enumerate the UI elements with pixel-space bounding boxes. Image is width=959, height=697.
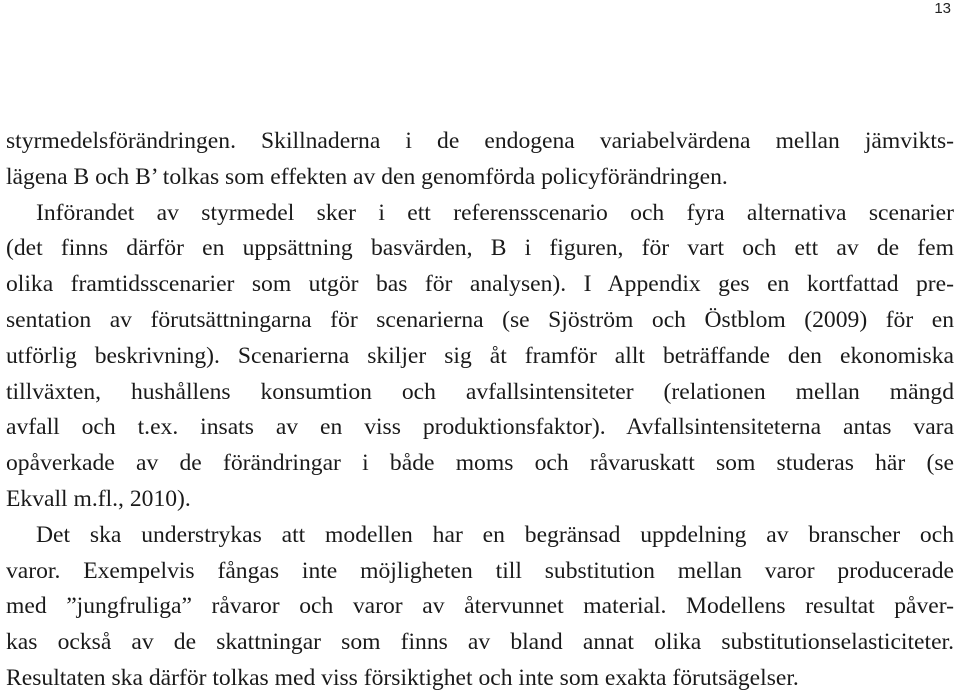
paragraph-line: opåverkade av de förändringar i både moms och råvaruskatt som studeras här (se (6, 450, 954, 477)
paragraph-line: Införandet av styrmedel sker i ett referensscenario och fyra alternativa scenarier (36, 199, 954, 226)
paragraph-line: (det finns därför en uppsättning basvärden, B i figuren, för vart och ett av de fem (6, 235, 954, 262)
paragraph-line: sentation av förutsättningarna för scenarierna (se Sjöström och Östblom (2009) för en (6, 306, 954, 333)
page-number: 13 (934, 0, 951, 17)
paragraph-line: avfall och t.ex. insats av en viss produktionsfaktor). Avfallsintensiteterna antas vara (6, 414, 954, 441)
paragraph-line: Resultaten ska därför tolkas med viss försiktighet och inte som exakta förutsägelser. (6, 664, 799, 691)
paragraph-line: med ”jungfruliga” råvaror och varor av återvunnet material. Modellens resultat påver- (6, 593, 954, 620)
paragraph-line: Det ska understrykas att modellen har en begränsad uppdelning av branscher och (36, 521, 954, 548)
paragraph-line: lägena B och B’ tolkas som effekten av den genomförda policyförändringen. (6, 163, 728, 190)
paragraph-line: Ekvall m.fl., 2010). (6, 485, 191, 512)
paragraph-line: varor. Exempelvis fångas inte möjligheten till substitution mellan varor producerade (6, 557, 954, 584)
paragraph-line: olika framtidsscenarier som utgör bas för analysen). I Appendix ges en kortfattad pre- (6, 271, 954, 298)
paragraph-line: tillväxten, hushållens konsumtion och avfallsintensiteter (relationen mellan mängd (6, 378, 954, 405)
body-text (6, 124, 954, 697)
paragraph-line: kas också av de skattningar som finns av bland annat olika substitutionselasticiteter. (6, 629, 954, 656)
paragraph-line: styrmedelsförändringen. Skillnaderna i de endogena variabelvärdena mellan jämvikts- (6, 128, 954, 154)
paragraph-line: utförlig beskrivning). Scenarierna skiljer sig åt framför allt beträffande den ekonomiska (6, 342, 954, 369)
